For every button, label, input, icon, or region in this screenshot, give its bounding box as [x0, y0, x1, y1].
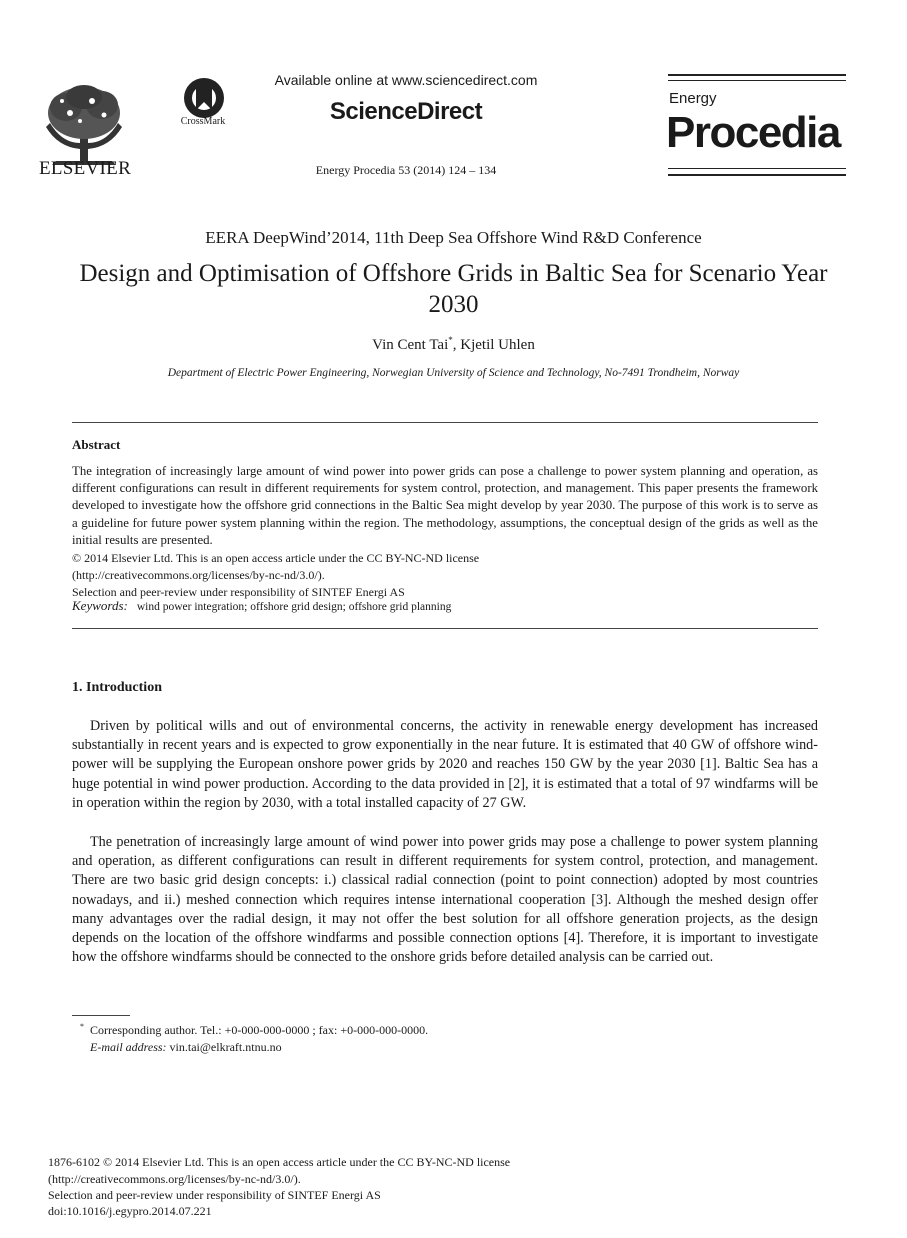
footnote-divider	[72, 1015, 130, 1016]
section-heading: 1. Introduction	[72, 680, 162, 695]
peer-review-line: Selection and peer-review under responsibility of SINTEF Energi AS	[72, 585, 405, 599]
author-name: Vin Cent Tai	[372, 337, 449, 353]
doi[interactable]: doi:10.1016/j.egypro.2014.07.221	[48, 1204, 212, 1218]
footnote-mark: *	[80, 1022, 84, 1031]
available-online-text: Available online at www.sciencedirect.com	[274, 72, 538, 88]
journal-reference: Energy Procedia 53 (2014) 124 – 134	[315, 163, 497, 177]
issn-copyright: 1876-6102 © 2014 Elsevier Ltd. This is an open access article under the CC BY-NC-ND license	[48, 1155, 511, 1169]
email-label: E-mail address:	[90, 1040, 167, 1054]
license-link[interactable]: (http://creativecommons.org/licenses/by-nc-nd/3.0/).	[48, 1172, 301, 1186]
crossmark-label: CrossMark	[180, 116, 226, 127]
body-paragraph: The penetration of increasingly large amount of wind power into power grids may pose a challenge to power system planning and operation, as different configurations can result in different requirements for system control, protection, and management. There are two basic grid design concepts: i.) classical radial connection (point to point connection) adopted by most countries nowadays, and ii.) meshed connection which requires intense international cooperation [3]. Although the meshed design offer many advantages over the radial design, it may not offer the best solution for all offshore generation projects, as the design depends on the location of the offshore windfarms and possible connection options [4]. Therefore, it is important to investigate how the offshore windfarms should be connected to the onshore grids before detailed analysis can be carried out.	[72, 834, 818, 966]
publisher-name: ELSEVIER	[38, 158, 132, 179]
footnote-email	[90, 1040, 282, 1055]
corresponding-mark: *	[448, 335, 453, 345]
email-address[interactable]: vin.tai@elkraft.ntnu.no	[169, 1040, 282, 1054]
conference-name: EERA DeepWind’2014, 11th Deep Sea Offshore Wind R&D Conference	[205, 228, 702, 247]
paper-title: Design and Optimisation of Offshore Grids in Baltic Sea for Scenario Year 2030	[79, 260, 828, 318]
abstract-heading: Abstract	[72, 437, 121, 452]
energy-procedia-logo	[668, 74, 846, 178]
author-name: Kjetil Uhlen	[460, 337, 535, 353]
affiliation: Department of Electric Power Engineering, Norwegian University of Science and Technology, No-7491 Trondheim, Norway	[167, 367, 740, 379]
keywords-label: Keywords:	[72, 598, 128, 613]
peer-review-line: Selection and peer-review under responsibility of SINTEF Energi AS	[48, 1188, 381, 1202]
journal-name: Procedia	[666, 108, 840, 157]
author-separator: ,	[452, 337, 461, 353]
license-link[interactable]: (http://creativecommons.org/licenses/by-nc-nd/3.0/).	[72, 568, 325, 582]
divider	[72, 628, 818, 629]
divider	[72, 422, 818, 423]
author-list	[0, 335, 907, 354]
footnote-corresponding	[80, 1022, 428, 1038]
journal-subject: Energy	[669, 90, 717, 107]
keywords-line	[72, 598, 451, 615]
copyright-line: © 2014 Elsevier Ltd. This is an open access article under the CC BY-NC-ND license	[72, 551, 480, 565]
keywords-value: wind power integration; offshore grid design; offshore grid planning	[136, 601, 452, 613]
body-paragraph: Driven by political wills and out of environmental concerns, the activity in renewable energy development has increased substantially in recent years and is expected to grow exponentially in the near future. It is estimated that 40 GW of offshore wind-power will be supplying the European onshore power grids by 2020 and reaches 150 GW by the year 2030 [1]. Baltic Sea has a huge potential in wind power production. According to the data provided in [2], it is estimated that a total of 97 windfarms will be in operation within the region by 2030, with a total installed capacity of 27 GW.	[72, 718, 818, 811]
abstract-text: The integration of increasingly large amount of wind power into power grids can pose a challenge to power system planning and operation, as different configurations can result in different requirements for system control, protection, and management. This paper presents the framework developed to investigate how the offshore grid connections in the Baltic Sea might develop by year 2030. The purpose of this work is to serve as a guideline for future power system planning within the region. The methodology, assumptions, the conceptual design of the grids as well as the initial results are presented.	[72, 464, 818, 547]
sciencedirect-logo: ScienceDirect	[329, 98, 483, 125]
corresponding-author-text: Corresponding author. Tel.: +0-000-000-0000 ; fax: +0-000-000-0000.	[90, 1023, 429, 1037]
